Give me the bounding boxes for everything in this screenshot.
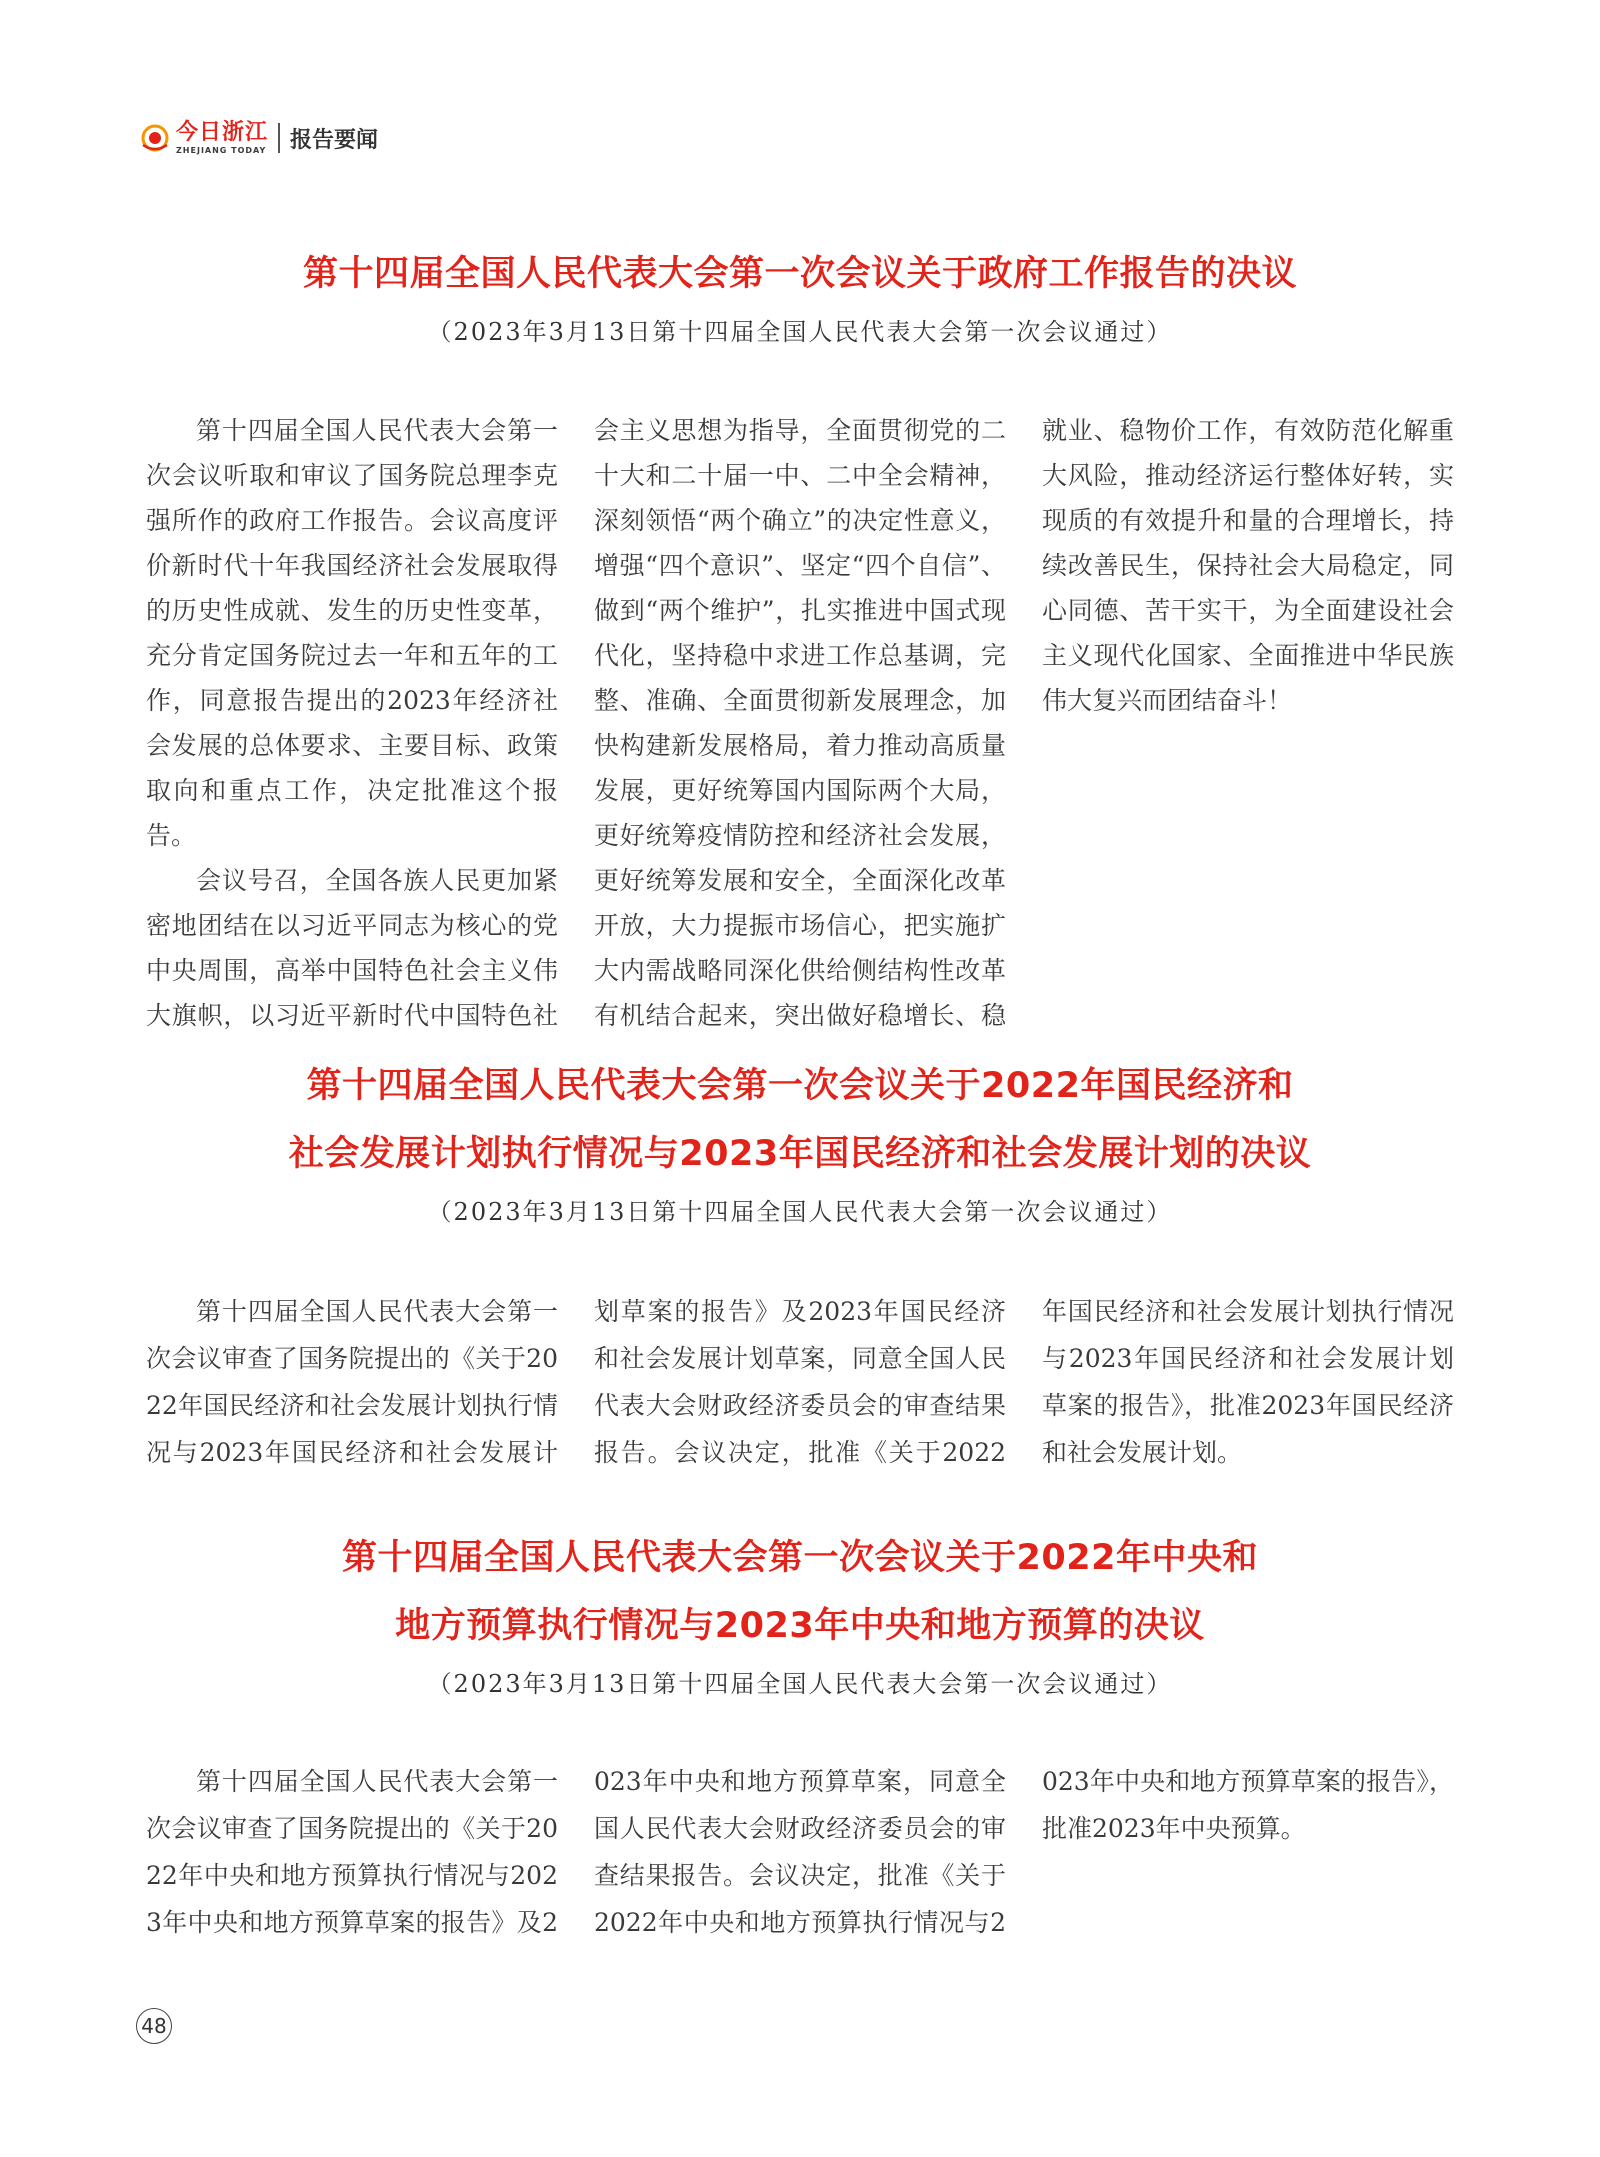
paragraph: 第十四届全国人民代表大会第一次会议审查了国务院提出的《关于2022年中央和地方预算执行情况与2023年中央和地方预算草案的报告》及2023年中央和地方预算草案，同意全国人民代表大会财政经济委员会的审查结果报告。会议决定，批准《关于2022年中央和地方预算执行情况与2023年中央和地方预算草案的报告》，批准2023年中央预算。: [146, 1767, 1454, 1937]
article-budget: [0, 1524, 1600, 1708]
article-title: [0, 1052, 1600, 1188]
masthead: [140, 118, 378, 158]
title-line: 第十四届全国人民代表大会第一次会议关于2022年国民经济和: [306, 1066, 1294, 1106]
title-line: 地方预算执行情况与2023年中央和地方预算的决议: [395, 1606, 1205, 1646]
article-subtitle: （2023年3月13日第十四届全国人民代表大会第一次会议通过）: [427, 1670, 1173, 1698]
article-subtitle: （2023年3月13日第十四届全国人民代表大会第一次会议通过）: [427, 1198, 1173, 1226]
article-body: [146, 408, 1454, 1038]
article-title: [0, 240, 1600, 308]
header-divider: [278, 123, 280, 153]
article-body: [146, 1288, 1454, 1484]
section-name: 报告要闻: [290, 127, 379, 153]
article-body: [146, 1758, 1454, 1954]
article-government-work-report: [0, 240, 1600, 356]
logo: [176, 119, 269, 155]
paragraph: 第十四届全国人民代表大会第一次会议听取和审议了国务院总理李克强所作的政府工作报告。会议高度评价新时代十年我国经济社会发展取得的历史性成就、发生的历史性变革，充分肯定国务院过去一年和五年的工作，同意报告提出的2023年经济社会发展的总体要求、主要目标、政策取向和重点工作，决定批准这个报告。: [146, 416, 558, 850]
sun-logo-icon: [140, 123, 170, 153]
article-economic-plan: [0, 1052, 1600, 1236]
logo-english: ZHEJIANG TODAY: [176, 145, 267, 155]
paragraph: 会议号召，全国各族人民更加紧密地团结在以习近平同志为核心的党中央周围，高举中国特色社会主义伟大旗帜，以习近平新时代中国特色社会主义思想为指导，全面贯彻党的二十大和二十届一中、二中全会精神，深刻领悟“两个确立”的决定性意义，增强“四个意识”、坚定“四个自信”、做到“两个维护”，扎实推进中国式现代化，坚持稳中求进工作总基调，完整、准确、全面贯彻新发展理念，加快构建新发展格局，着力推动高质量发展，更好统筹国内国际两个大局，更好统筹疫情防控和经济社会发展，更好统筹发展和安全，全面深化改革开放，大力提振市场信心，把实施扩大内需战略同深化供给侧结构性改革有机结合起来，突出做好稳增长、稳就业、稳物价工作，有效防范化解重大风险，推动经济运行整体好转，实现质的有效提升和量的合理增长，持续改善民生，保持社会大局稳定，同心同德、苦干实干，为全面建设社会主义现代化国家、全面推进中华民族伟大复兴而团结奋斗！: [146, 416, 1454, 1030]
title-line: 社会发展计划执行情况与2023年国民经济和社会发展计划的决议: [288, 1134, 1312, 1174]
article-subtitle: （2023年3月13日第十四届全国人民代表大会第一次会议通过）: [427, 318, 1173, 346]
article-title: [0, 1524, 1600, 1660]
logo-chinese: 今日浙江: [176, 119, 269, 145]
page-number: 48: [136, 2008, 172, 2044]
title-line: 第十四届全国人民代表大会第一次会议关于政府工作报告的决议: [302, 254, 1297, 294]
paragraph: 第十四届全国人民代表大会第一次会议审查了国务院提出的《关于2022年国民经济和社会发展计划执行情况与2023年国民经济和社会发展计划草案的报告》及2023年国民经济和社会发展计划草案，同意全国人民代表大会财政经济委员会的审查结果报告。会议决定，批准《关于2022年国民经济和社会发展计划执行情况与2023年国民经济和社会发展计划草案的报告》，批准2023年国民经济和社会发展计划。: [146, 1297, 1454, 1467]
title-line: 第十四届全国人民代表大会第一次会议关于2022年中央和: [342, 1538, 1258, 1578]
